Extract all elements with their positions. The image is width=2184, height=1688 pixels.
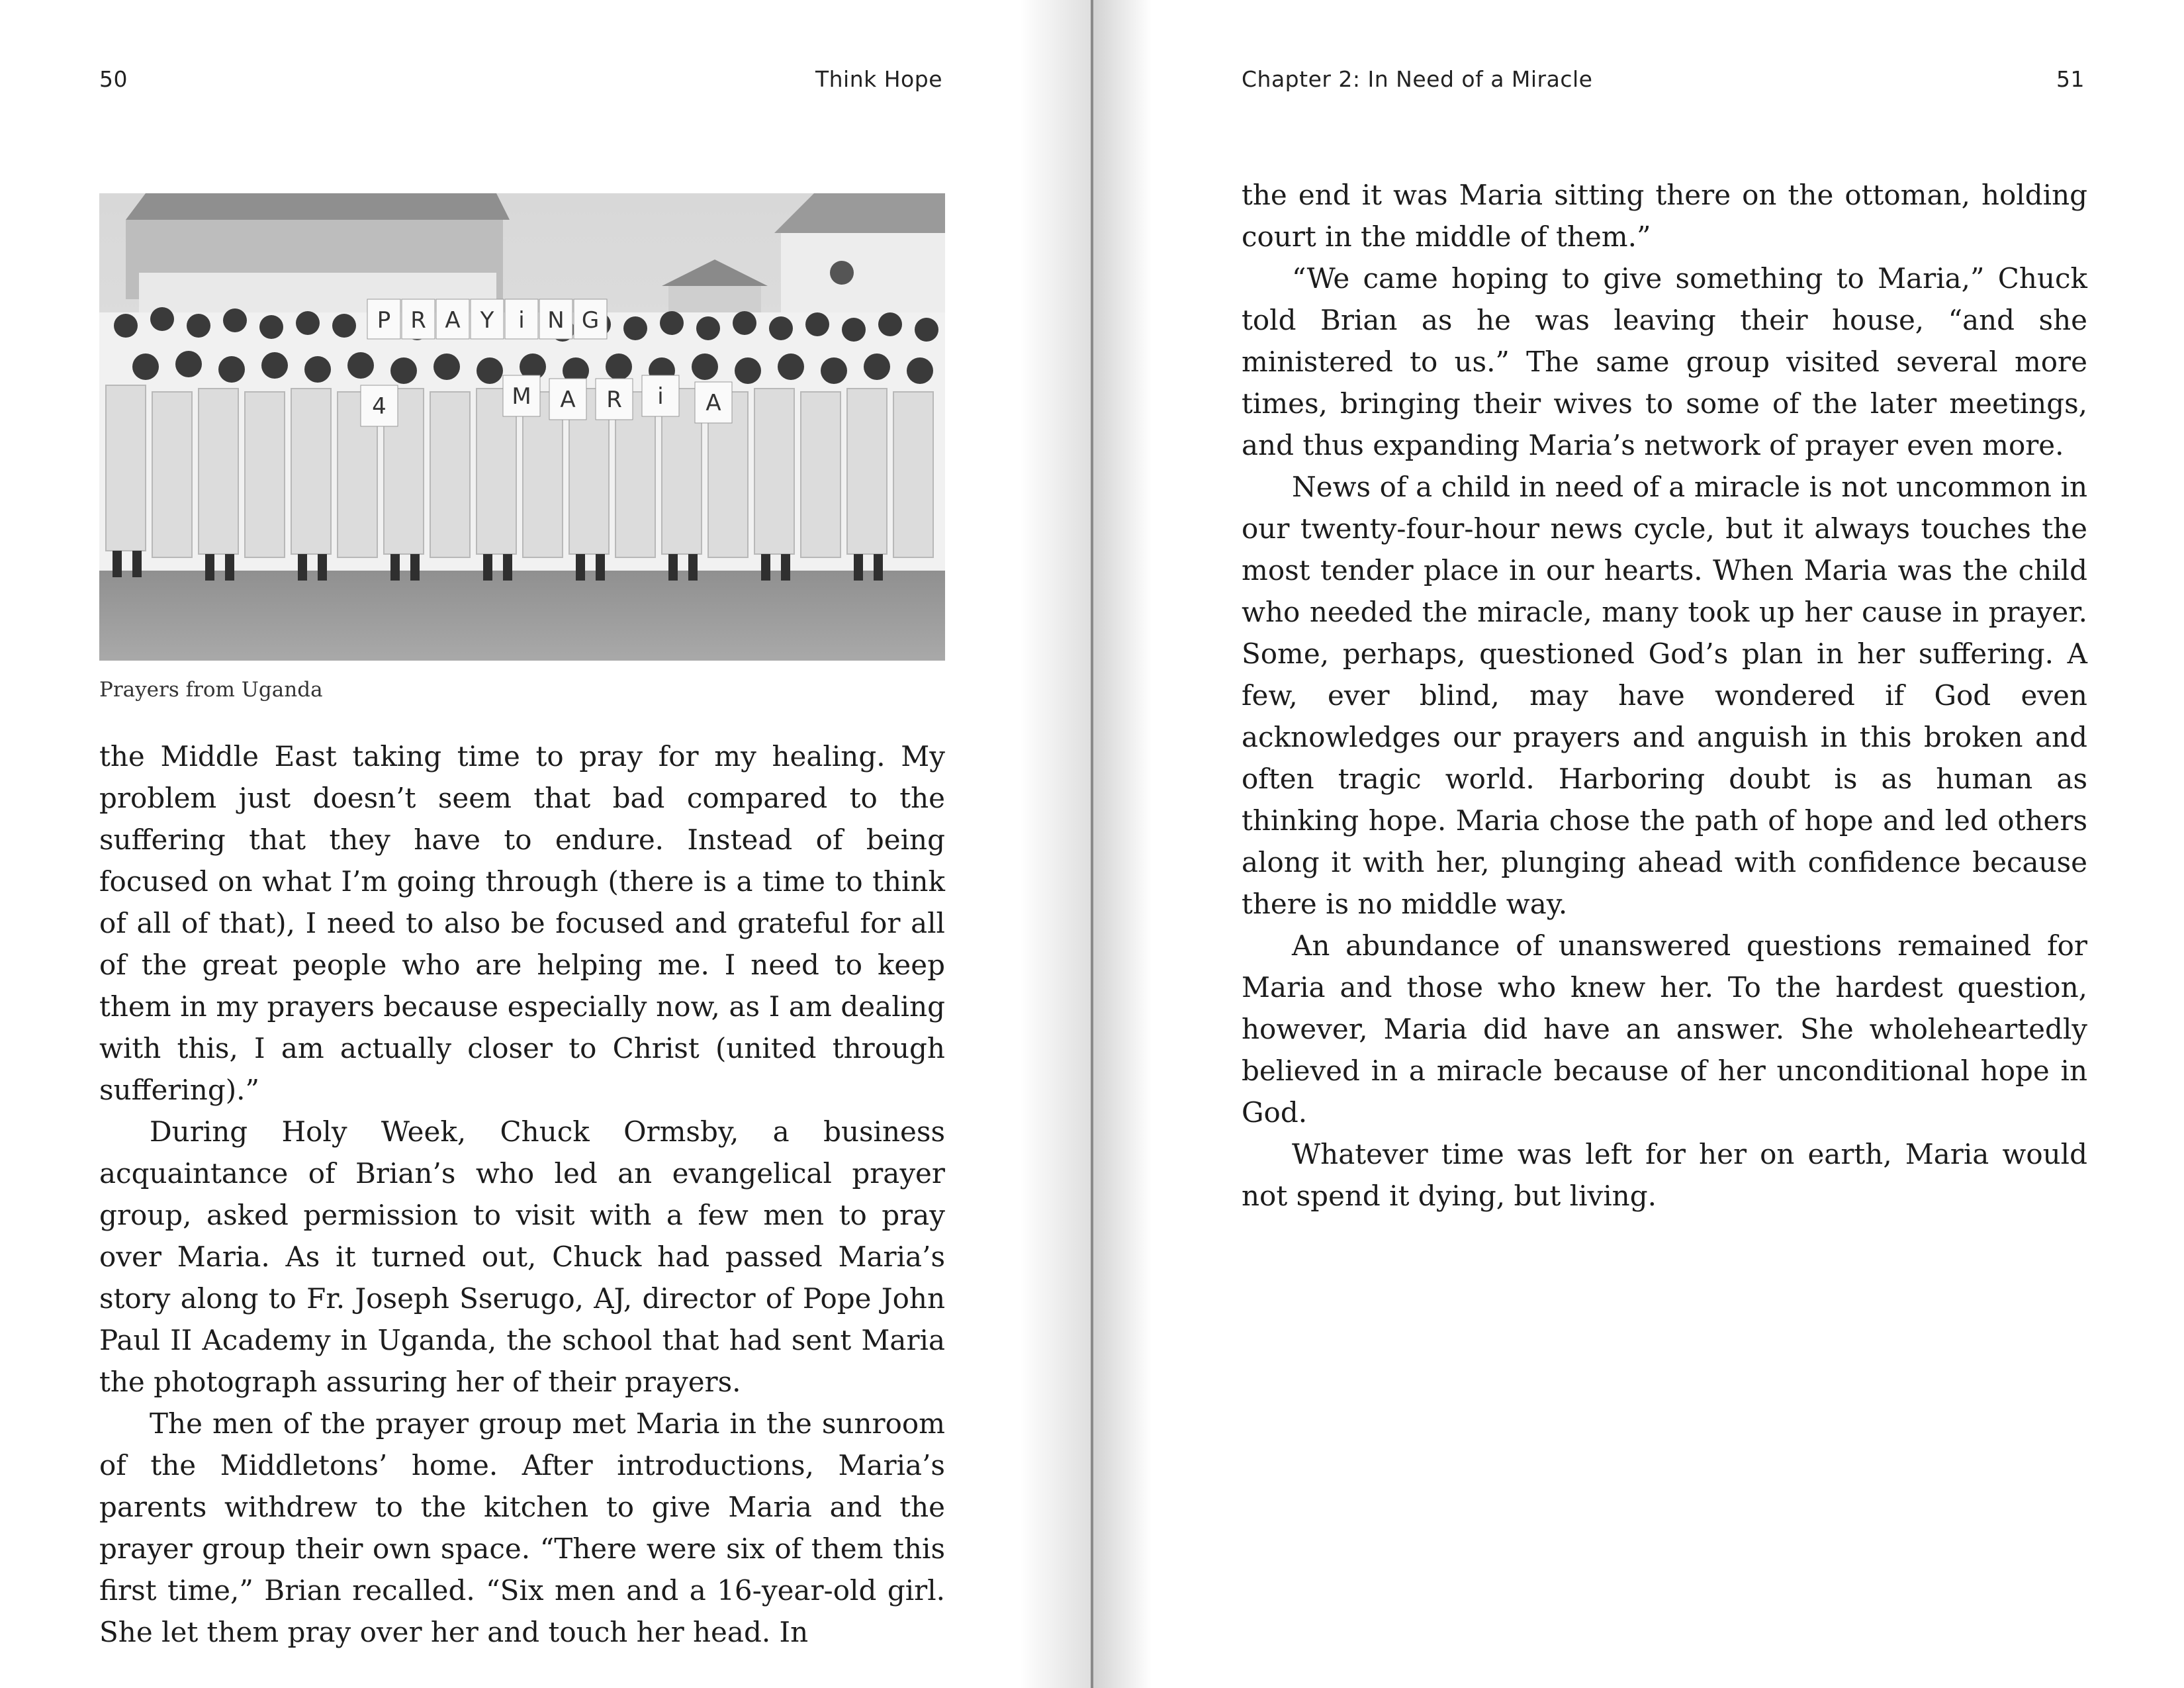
- sign-letter: A: [445, 307, 461, 334]
- paragraph: During Holy Week, Chuck Ormsby, a business acquaintance of Brian’s who led an evangelical prayer group, asked permission to visit with a few men to pray over Maria. As it turned out, Chuck had passed Maria’s story along to Fr. Joseph Sserugo, AJ, director of Pope John Paul II Academy in Uganda, the school that had sent Maria the photograph assuring her of their prayers.: [99, 1115, 945, 1398]
- gutter-shadow: [1019, 0, 1092, 1688]
- sign-row-praying: [367, 299, 607, 339]
- photo-praying-for-maria: [99, 193, 945, 661]
- paragraph: the Middle East taking time to pray for my healing. My problem just doesn’t seem that bad compared to the suffering that they have to endure. Instead of being focused on what I’m going through (there is a time to think of all of that), I need to also be focused and grateful for all of the great people who are helping me. I need to keep them in my prayers because especially now, as I am dealing with this, I am actually closer to Christ (united through suffering).”: [99, 740, 945, 1106]
- sign-letter: 4: [372, 393, 387, 420]
- sign-letter: Y: [480, 307, 494, 334]
- running-title: Think Hope: [815, 66, 942, 92]
- sign-letter: N: [547, 307, 565, 334]
- gutter-shadow: [1092, 0, 1152, 1688]
- paragraph: the end it was Maria sitting there on the ottoman, holding court in the middle of them.”: [1242, 179, 2087, 253]
- sign-letter: i: [518, 307, 525, 334]
- paragraph: The men of the prayer group met Maria in the sunroom of the Middletons’ home. After introductions, Maria’s parents withdrew to the kitchen to give Maria and the prayer group their own space. “There were six of them this first time,” Brian recalled. “Six men and a 16-year-old girl. She let them pray over her and touch her head. In: [99, 1407, 945, 1648]
- sign-letter: A: [705, 390, 721, 416]
- book-gutter: [1091, 0, 1093, 1688]
- sign-letter: R: [606, 387, 622, 413]
- page-number: 51: [2056, 66, 2085, 92]
- right-page: [1092, 0, 2184, 1688]
- running-title: Chapter 2: In Need of a Miracle: [1242, 66, 1593, 92]
- body-text-left: [99, 735, 945, 1653]
- paragraph: “We came hoping to give something to Maria,” Chuck told Brian as he was leaving their house, “and she ministered to us.” The same group visited several more times, bringing their wives to some of the later meetings, and thus expanding Maria’s network of prayer even more.: [1242, 262, 2087, 461]
- sign-letter: M: [512, 383, 531, 410]
- sign-letter: G: [581, 307, 600, 334]
- sign-letter: A: [560, 387, 576, 413]
- body-text-right: [1242, 174, 2087, 1217]
- paragraph: An abundance of unanswered questions remained for Maria and those who knew her. To the hardest question, however, Maria did have an answer. She wholeheartedly believed in a miracle because of her unconditional hope in God.: [1242, 929, 2087, 1129]
- paragraph: Whatever time was left for her on earth, Maria would not spend it dying, but living.: [1242, 1138, 2087, 1212]
- page-number: 50: [99, 66, 128, 92]
- sign-letter: i: [657, 383, 664, 410]
- photo-caption: Prayers from Uganda: [99, 678, 323, 702]
- sign-letter: P: [377, 307, 391, 334]
- paragraph: News of a child in need of a miracle is not uncommon in our twenty-four-hour news cycle, but it always touches the most tender place in our hearts. When Maria was the child who needed the miracle, many took up her cause in prayer. Some, perhaps, questioned God’s plan in her suffering. A few, ever blind, may have wondered if God even acknowledges our prayers and anguish in this broken and often tragic world. Harboring doubt is as human as thinking hope. Maria chose the path of hope and led others along it with her, plunging ahead with confidence because there is no middle way.: [1242, 471, 2087, 920]
- sign-letter: R: [410, 307, 426, 334]
